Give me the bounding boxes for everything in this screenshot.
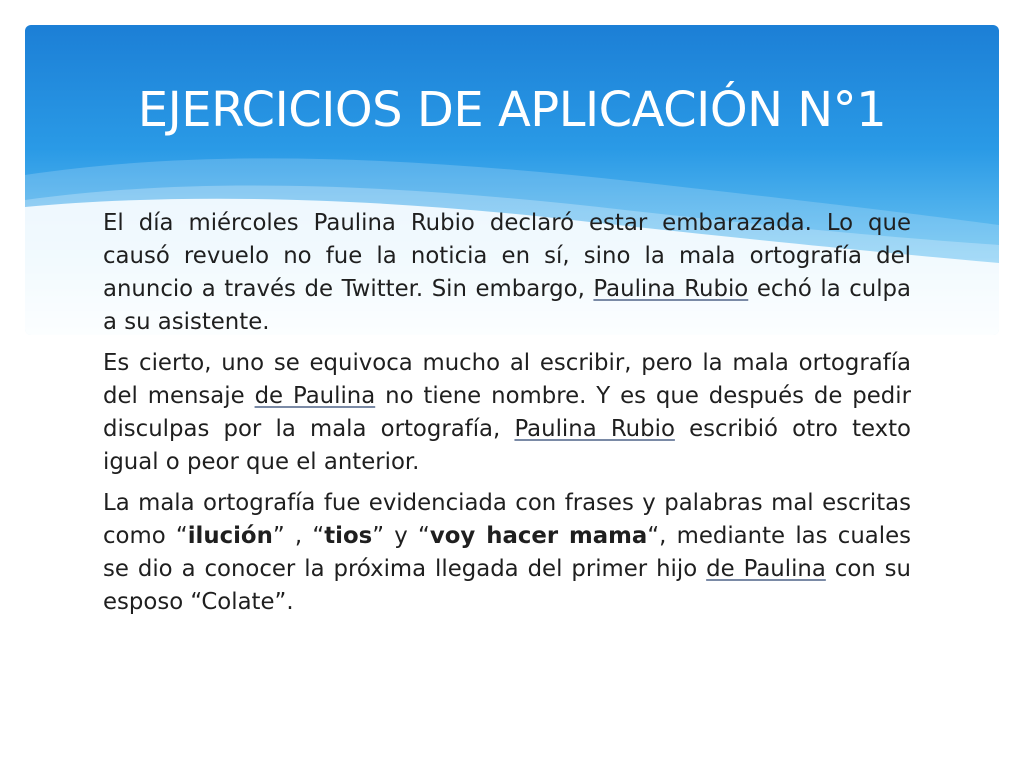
bold-ilucion: ilución bbox=[187, 523, 273, 549]
bold-voy-hacer-mama: voy hacer mama bbox=[429, 523, 648, 549]
paragraph-2-text-1: Es cierto, uno se equivoca mucho al escribir, pero la mala ortografía del mensaje bbox=[103, 350, 911, 409]
paragraph-3-text-3: ” y “ bbox=[372, 523, 430, 549]
slide-body bbox=[103, 207, 911, 627]
link-de-paulina[interactable]: de Paulina bbox=[254, 383, 376, 409]
paragraph-1-text-1: El día miércoles Paulina Rubio declaró estar embarazada. Lo que causó revuelo no fue la noticia en sí, sino la mala ortografía del anuncio a través de Twitter. Sin embargo, bbox=[103, 210, 911, 302]
paragraph-3-text-2: ” , “ bbox=[272, 523, 325, 549]
paragraph-3 bbox=[103, 487, 911, 619]
link-de-paulina-2[interactable]: de Paulina bbox=[706, 556, 826, 582]
paragraph-1-text-2: echó la culpa a su asistente. bbox=[103, 276, 911, 335]
paragraph-1 bbox=[103, 207, 911, 339]
paragraph-2-text-3: escribió otro texto igual o peor que el anterior. bbox=[103, 416, 912, 475]
link-paulina-rubio[interactable]: Paulina Rubio bbox=[593, 276, 749, 302]
paragraph-3-text-5: con su esposo “Colate”. bbox=[103, 556, 911, 615]
paragraph-3-text-4: “, mediante las cuales se dio a conocer la próxima llegada del primer hijo bbox=[103, 523, 911, 582]
paragraph-2 bbox=[103, 347, 911, 479]
bold-tios: tios bbox=[324, 523, 373, 549]
slide-title: EJERCICIOS DE APLICACIÓN N°1 bbox=[137, 82, 887, 138]
paragraph-2-text-2: no tiene nombre. Y es que después de pedir disculpas por la mala ortografía, bbox=[103, 383, 911, 442]
link-paulina-rubio-2[interactable]: Paulina Rubio bbox=[514, 416, 675, 442]
paragraph-3-text-1: La mala ortografía fue evidenciada con frases y palabras mal escritas como “ bbox=[103, 490, 911, 549]
